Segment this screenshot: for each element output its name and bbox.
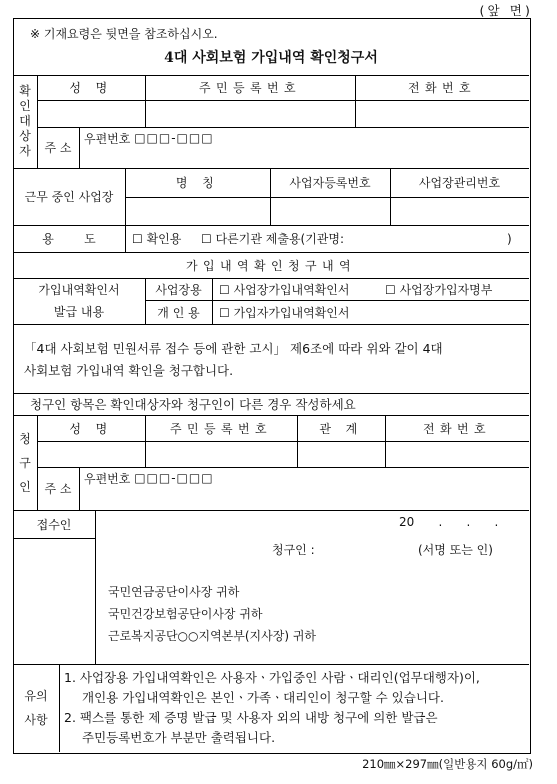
claimant-phone-field[interactable] — [385, 441, 529, 467]
workplace-mgmt-header: 사업장관리번호 — [418, 176, 501, 190]
claimant-signature-label: 청구인 : — [272, 542, 315, 557]
declaration-line-2: 사회보험 가입내역 확인을 청구합니다. — [24, 363, 234, 378]
claimant-address-label: 주 소 — [44, 482, 72, 496]
signature-hint[interactable]: (서명 또는 인) — [418, 542, 493, 557]
issue-content-label: 가입내역확인서 발급 내용 — [38, 283, 120, 319]
subject-postal-code[interactable]: 우편번호 □□□-□□□ — [84, 131, 214, 146]
claimant-rrn-header: 주민등록번호 — [170, 421, 272, 436]
receiver-stamp-area[interactable] — [13, 538, 95, 664]
claimant-name-field[interactable] — [37, 441, 145, 467]
note-2-line-1: 2. 팩스를 통한 제 증명 발급 및 사용자 외의 내방 청구에 의한 발급은 — [64, 710, 438, 725]
workplace-type-label: 사업장용 — [155, 282, 202, 297]
addressee-nhis: 국민건강보험공단이사장 귀하 — [108, 606, 263, 621]
form-title: 4대 사회보험 가입내역 확인청구서 — [164, 50, 378, 66]
workplace-label: 근무 중인 사업장 — [24, 190, 114, 204]
purpose-submit-option[interactable]: ☐ 다른기관 제출용(기관명: — [201, 232, 345, 246]
note-1-line-2: 개인용 가입내역확인은 본인ㆍ가족ㆍ대리인이 청구할 수 있습니다. — [82, 690, 444, 705]
subject-phone-field[interactable] — [355, 100, 529, 127]
declaration-line-1: 「4대 사회보험 민원서류 접수 등에 관한 고시」 제6조에 따라 위와 같이 4대 — [24, 341, 443, 356]
addressee-nps: 국민연금공단이사장 귀하 — [108, 584, 240, 599]
claimant-section-label: 청 구 인 — [19, 431, 31, 494]
individual-type-label: 개 인 용 — [157, 305, 200, 320]
claimant-address-field[interactable] — [80, 488, 528, 510]
notes-label: 유의 사항 — [24, 689, 48, 727]
claimant-relation-header: 관 계 — [319, 421, 363, 436]
page-side-label: (앞 면) — [479, 3, 533, 18]
receiver-label: 접수인 — [36, 517, 72, 532]
workplace-mgmt-field[interactable] — [390, 197, 529, 225]
claimant-rrn-field[interactable] — [145, 441, 297, 467]
subject-address-label: 주 소 — [44, 141, 72, 155]
workplace-reg-header: 사업자등록번호 — [289, 176, 371, 190]
subject-address-field[interactable] — [80, 148, 528, 168]
subject-name-header: 성 명 — [69, 81, 113, 95]
claimant-phone-header: 전화번호 — [423, 421, 491, 436]
claimant-relation-field[interactable] — [297, 441, 385, 467]
workplace-roster-option[interactable]: ☐ 사업장가입자명부 — [385, 282, 493, 297]
claimant-postal-code[interactable]: 우편번호 □□□-□□□ — [84, 471, 214, 486]
workplace-name-header: 명 칭 — [175, 176, 220, 190]
date-field[interactable]: 20 . . . — [399, 515, 499, 529]
purpose-label: 용 도 — [42, 232, 96, 246]
purpose-confirm-option[interactable]: ☐ 확인용 — [132, 232, 182, 246]
subject-phone-header: 전화번호 — [408, 81, 476, 95]
request-details-header: 가입내역확인청구내역 — [186, 258, 356, 273]
note-1-line-1: 1. 사업장용 가입내역확인은 사용자ㆍ가입중인 사람ㆍ대리인(업무대행자)이, — [64, 670, 480, 685]
workplace-name-field[interactable] — [125, 197, 270, 225]
subject-section-label: 확 인 대 상 자 — [19, 84, 31, 158]
claimant-name-header: 성 명 — [69, 421, 113, 436]
paper-spec-footer: 210㎜×297㎜(일반용지 60g/㎡) — [362, 757, 533, 771]
workplace-reg-field[interactable] — [270, 197, 390, 225]
instruction-note: ※ 기재요령은 뒷면을 참조하십시오. — [30, 27, 218, 41]
note-2-line-2: 주민등록번호가 부분만 출력됩니다. — [82, 730, 276, 745]
subject-rrn-header: 주민등록번호 — [199, 81, 301, 95]
workplace-history-option[interactable]: ☐ 사업장가입내역확인서 — [219, 282, 350, 297]
claimant-note: 청구인 항목은 확인대상자와 청구인이 다른 경우 작성하세요 — [30, 397, 356, 412]
addressee-comwel: 근로복지공단○○지역본부(지사장) 귀하 — [108, 628, 317, 643]
purpose-close-paren: ) — [507, 231, 512, 246]
subject-name-field[interactable] — [37, 100, 145, 127]
individual-history-option[interactable]: ☐ 가입자가입내역확인서 — [219, 305, 350, 320]
subject-rrn-field[interactable] — [145, 100, 355, 127]
